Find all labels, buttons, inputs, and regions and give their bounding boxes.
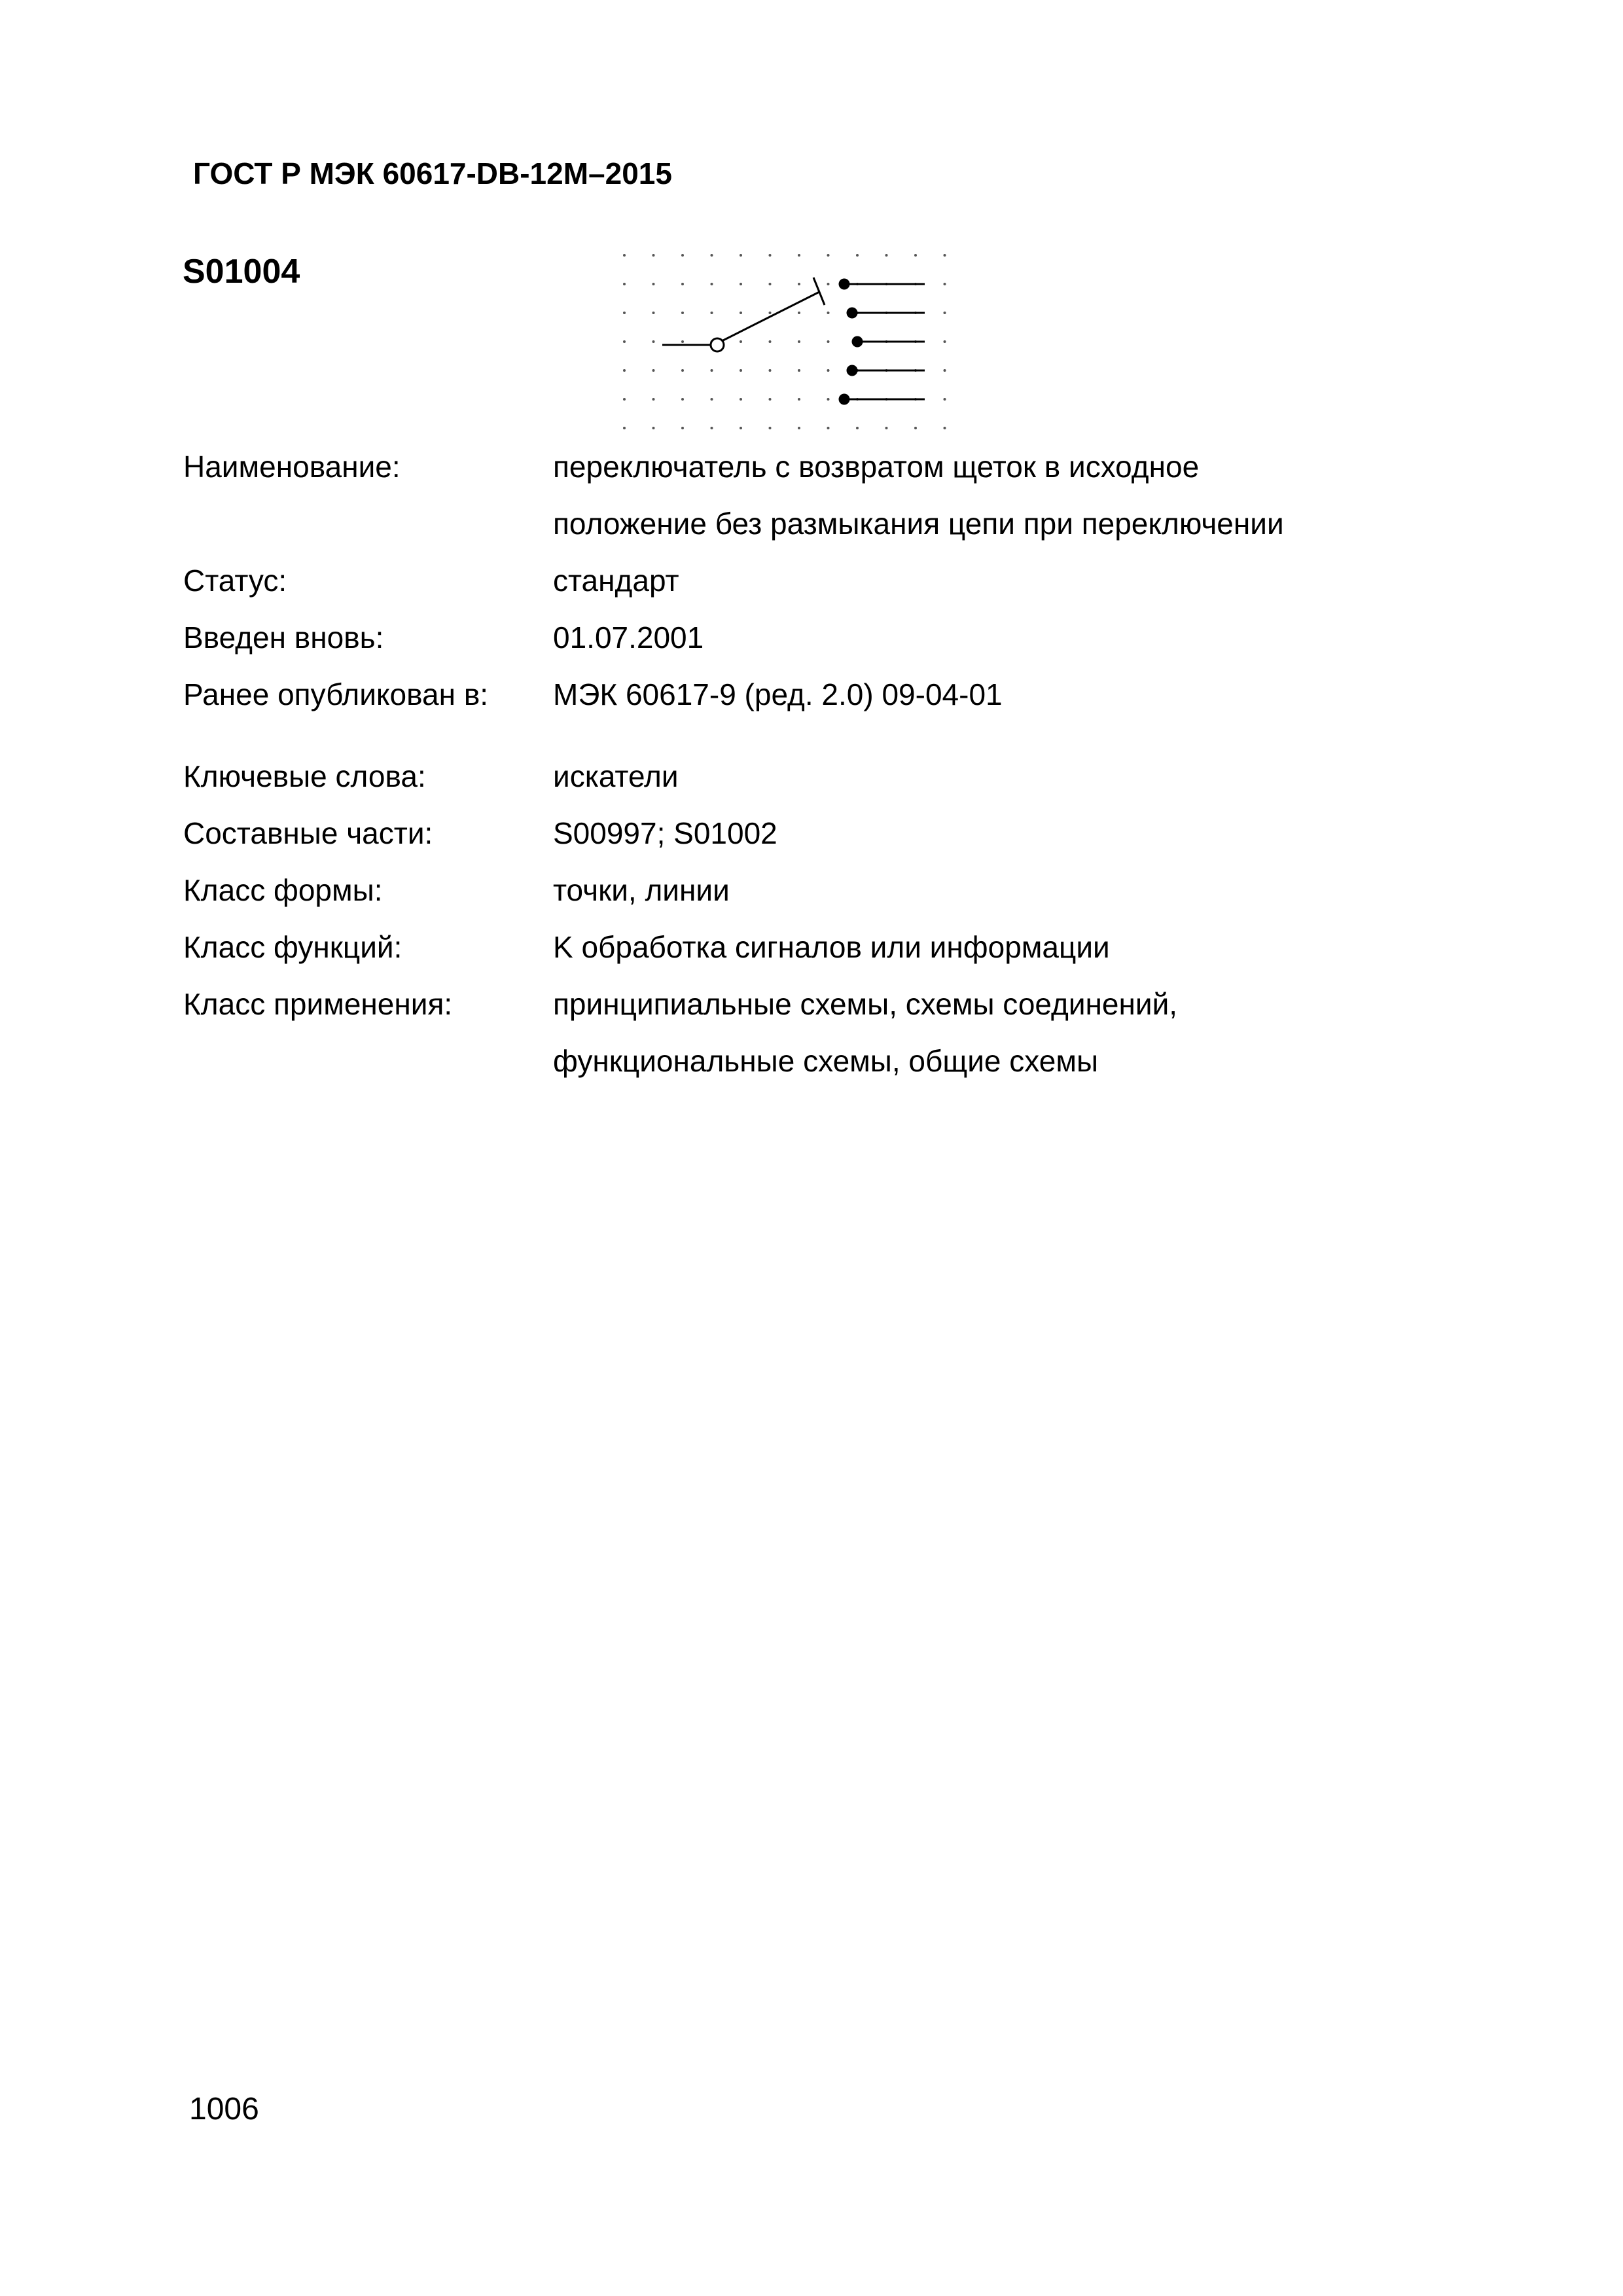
field-label: Класс функций: — [183, 930, 402, 964]
grid-dot — [711, 254, 713, 257]
grid-dot — [769, 312, 772, 314]
switch-symbol-icon — [615, 247, 962, 437]
grid-dot — [944, 340, 946, 343]
contact-dot — [847, 365, 858, 376]
field-label: Ключевые слова: — [183, 759, 426, 793]
grid-dot — [798, 427, 800, 429]
field-row — [183, 976, 1427, 1090]
field-value-line: стандарт — [553, 564, 679, 598]
symbol-code: S01004 — [183, 253, 300, 291]
grid-dot — [827, 283, 830, 285]
field-label: Ранее опубликован в: — [183, 677, 489, 711]
field-value — [553, 666, 1427, 723]
field-label: Класс формы: — [183, 873, 383, 907]
grid-dot — [681, 254, 684, 257]
grid-dot — [798, 340, 800, 343]
grid-dot — [769, 369, 772, 372]
grid-dot — [827, 340, 830, 343]
grid-dot — [914, 254, 917, 257]
grid-dot — [652, 283, 655, 285]
grid-dot — [740, 427, 742, 429]
field-row — [183, 666, 1427, 723]
contact-dot — [847, 308, 858, 319]
field-label: Составные части: — [183, 816, 433, 850]
fields-table — [183, 439, 1427, 1090]
grid-dot — [798, 254, 800, 257]
grid-dot — [711, 427, 713, 429]
field-value — [553, 976, 1427, 1090]
grid-dot — [652, 398, 655, 401]
contact-dot — [839, 279, 850, 290]
grid-dot — [652, 254, 655, 257]
grid-dot — [740, 283, 742, 285]
grid-dot — [740, 369, 742, 372]
field-label: Введен вновь: — [183, 620, 384, 655]
grid-dot — [944, 254, 946, 257]
grid-dot — [798, 398, 800, 401]
grid-dot — [769, 398, 772, 401]
grid-dot — [623, 427, 626, 429]
grid-dot — [711, 312, 713, 314]
grid-dot — [769, 283, 772, 285]
field-label: Класс применения: — [183, 987, 453, 1021]
field-row — [183, 609, 1427, 666]
contacts — [839, 279, 925, 405]
grid-dot — [623, 312, 626, 314]
field-value — [553, 609, 1427, 666]
grid-dot — [711, 369, 713, 372]
grid-dot — [914, 427, 917, 429]
grid-dot — [623, 398, 626, 401]
field-value — [553, 862, 1427, 919]
grid-dot — [681, 369, 684, 372]
field-value-line: функциональные схемы, общие схемы — [553, 1044, 1099, 1078]
grid-dot — [827, 398, 830, 401]
grid-dot — [681, 398, 684, 401]
field-value-line: положение без размыкания цепи при переключении — [553, 507, 1284, 541]
grid-dot — [711, 283, 713, 285]
grid-dot — [623, 340, 626, 343]
grid-dot — [856, 427, 859, 429]
grid-dot — [652, 340, 655, 343]
field-value — [553, 439, 1427, 552]
grid-dot — [652, 312, 655, 314]
field-value — [553, 748, 1427, 805]
grid-dot — [623, 254, 626, 257]
field-value-line: S00997; S01002 — [553, 816, 777, 850]
field-value-line: искатели — [553, 759, 679, 793]
grid-dot — [740, 340, 742, 343]
grid-dot — [827, 427, 830, 429]
grid-dot — [740, 254, 742, 257]
grid-dot — [769, 427, 772, 429]
grid-dot — [944, 369, 946, 372]
field-row — [183, 552, 1427, 609]
grid-dot — [623, 369, 626, 372]
grid-dot — [885, 254, 888, 257]
field-row — [183, 748, 1427, 805]
grid-dot — [798, 312, 800, 314]
pivot-circle — [711, 338, 724, 351]
grid-dot — [740, 312, 742, 314]
grid-dot — [681, 312, 684, 314]
document-header: ГОСТ Р МЭК 60617-DB-12M–2015 — [193, 156, 672, 190]
grid-dot — [827, 312, 830, 314]
field-value — [553, 805, 1427, 862]
field-value-line: точки, линии — [553, 873, 730, 907]
grid-dot — [652, 427, 655, 429]
grid-dot — [885, 427, 888, 429]
field-value-line: K обработка сигналов или информации — [553, 930, 1110, 964]
field-row — [183, 919, 1427, 976]
grid-dot — [856, 254, 859, 257]
contact-dot — [839, 394, 850, 405]
grid-dot — [827, 254, 830, 257]
contact-dot — [852, 336, 863, 348]
grid-dot — [623, 283, 626, 285]
grid-dot — [827, 369, 830, 372]
grid-dot — [681, 283, 684, 285]
field-label: Наименование: — [183, 450, 401, 484]
field-row — [183, 862, 1427, 919]
grid-dot — [944, 427, 946, 429]
field-value-line: переключатель с возвратом щеток в исходное — [553, 450, 1200, 484]
symbol-lines — [662, 278, 825, 345]
field-row — [183, 805, 1427, 862]
field-row — [183, 439, 1427, 552]
grid-dot — [944, 398, 946, 401]
wiper-tip-line — [813, 278, 825, 305]
field-value — [553, 919, 1427, 976]
page-number: 1006 — [189, 2092, 259, 2126]
grid-dot — [681, 427, 684, 429]
field-value — [553, 552, 1427, 609]
field-value-line: принципиальные схемы, схемы соединений, — [553, 987, 1178, 1021]
grid-dot — [681, 340, 684, 343]
grid-dot — [944, 283, 946, 285]
grid-dot — [769, 254, 772, 257]
field-value-line: МЭК 60617-9 (ред. 2.0) 09-04-01 — [553, 677, 1003, 711]
grid-dot — [798, 283, 800, 285]
wiper-arm-line — [722, 292, 819, 341]
field-value-line: 01.07.2001 — [553, 620, 704, 655]
grid-dot — [944, 312, 946, 314]
grid-dot — [798, 369, 800, 372]
grid-dot — [740, 398, 742, 401]
grid-dot — [711, 398, 713, 401]
field-label: Статус: — [183, 564, 287, 598]
grid-dot — [769, 340, 772, 343]
grid-dot — [652, 369, 655, 372]
